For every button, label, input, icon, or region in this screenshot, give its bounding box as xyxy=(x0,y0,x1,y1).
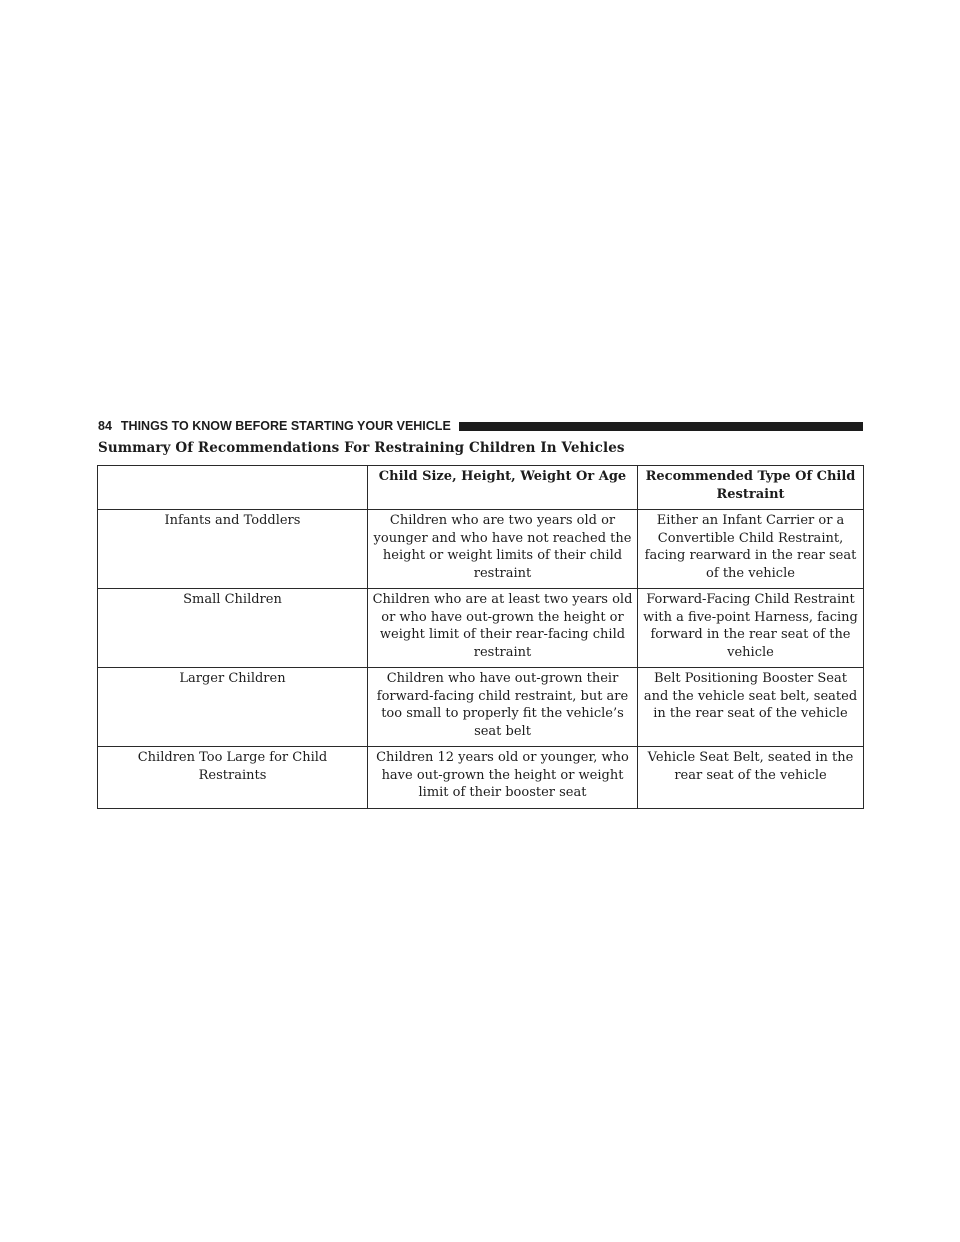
row-size: Children who are at least two years old or who have out-grown the height or weight limit of their rear-facing child restraint xyxy=(368,589,638,668)
table-row xyxy=(98,747,864,809)
row-size: Children who are two years old or younger and who have not reached the height or weight limits of their child restraint xyxy=(368,510,638,589)
page-number: 84 xyxy=(98,419,112,433)
column-header-category xyxy=(98,466,368,510)
row-size: Children who have out-grown their forward-facing child restraint, but are too small to properly fit the vehicle’s seat belt xyxy=(368,668,638,747)
page-header xyxy=(98,418,863,434)
row-size: Children 12 years old or younger, who have out-grown the height or weight limit of their booster seat xyxy=(368,747,638,809)
header-rule xyxy=(459,422,863,431)
row-category: Small Children xyxy=(98,589,368,668)
column-header-restraint: Recommended Type Of Child Restraint xyxy=(638,466,864,510)
section-title: THINGS TO KNOW BEFORE STARTING YOUR VEHICLE xyxy=(120,419,451,433)
table-row xyxy=(98,668,864,747)
row-category: Larger Children xyxy=(98,668,368,747)
row-restraint: Forward-Facing Child Restraint with a five-point Harness, facing forward in the rear seat of the vehicle xyxy=(638,589,864,668)
row-restraint: Either an Infant Carrier or a Convertible Child Restraint, facing rearward in the rear seat of the vehicle xyxy=(638,510,864,589)
table-row xyxy=(98,589,864,668)
row-category: Children Too Large for Child Restraints xyxy=(98,747,368,809)
table-row xyxy=(98,510,864,589)
row-category: Infants and Toddlers xyxy=(98,510,368,589)
row-restraint: Belt Positioning Booster Seat and the vehicle seat belt, seated in the rear seat of the vehicle xyxy=(638,668,864,747)
column-header-size: Child Size, Height, Weight Or Age xyxy=(368,466,638,510)
row-restraint: Vehicle Seat Belt, seated in the rear seat of the vehicle xyxy=(638,747,864,809)
recommendations-table xyxy=(97,465,864,809)
table-header-row xyxy=(98,466,864,510)
summary-title: Summary Of Recommendations For Restraining Children In Vehicles xyxy=(98,440,625,456)
